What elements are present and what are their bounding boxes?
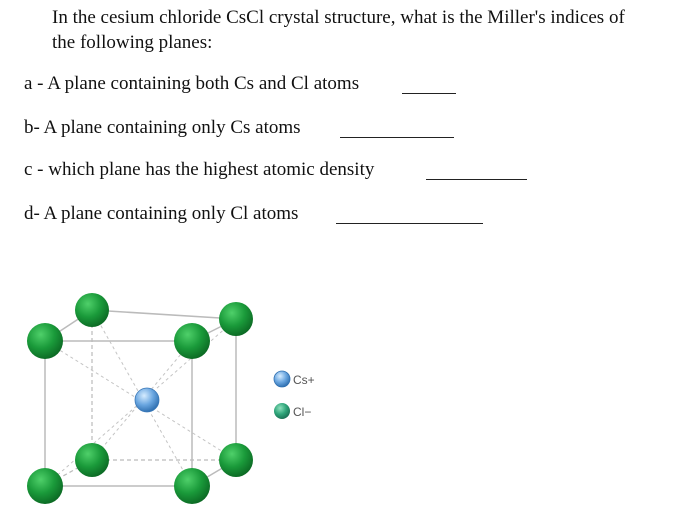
item-d-label: d- A plane containing only Cl atoms [24,203,299,224]
question-line-1: In the cesium chloride CsCl crystal structure, what is the Miller's indices of [52,7,625,28]
cl-atom-back-top-right [219,302,253,336]
item-a-label: a - A plane containing both Cs and Cl atoms [24,73,360,94]
item-a-answer-blank[interactable] [402,93,456,94]
cl-atom-front-bottom-right [174,468,210,504]
cl-atom-front-top-right [174,323,210,359]
cscl-unit-cell-diagram [0,280,340,520]
legend-cs-swatch [274,371,290,387]
item-d-answer-blank[interactable] [336,223,483,224]
item-c-label: c - which plane has the highest atomic density [24,159,375,180]
cs-atom-center [135,388,159,412]
cl-atom-back-bottom-right [219,443,253,477]
item-b-answer-blank[interactable] [340,137,454,138]
item-c-answer-blank[interactable] [426,179,527,180]
item-b-label: b- A plane containing only Cs atoms [24,117,301,138]
cl-atom-back-bottom-left [75,443,109,477]
question-line-2: the following planes: [52,32,213,53]
legend-cl-label: Cl− [293,405,312,419]
cl-atom-front-top-left [27,323,63,359]
cl-atom-front-bottom-left [27,468,63,504]
legend-cl-swatch [274,403,290,419]
legend [274,371,315,419]
cl-atom-back-top-left [75,293,109,327]
legend-cs-label: Cs+ [293,373,315,387]
